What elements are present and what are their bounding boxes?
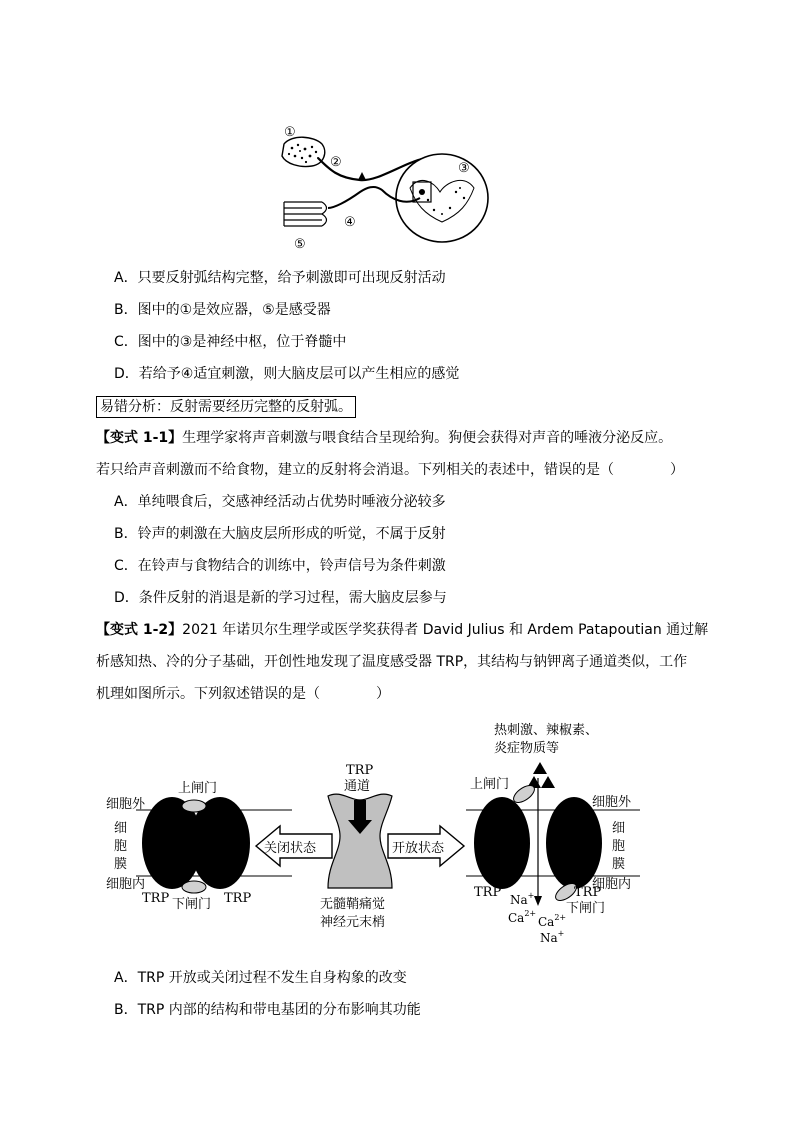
closed-upper-gate [182, 800, 206, 812]
right-outside-label: 细胞外 [592, 795, 632, 810]
open-lower-gate-label: 下闸门 [566, 901, 606, 916]
v2-option-b: B．TRP 内部的结构和带电基团的分布影响其功能 [114, 1002, 421, 1018]
variant-1-1-stem [96, 428, 672, 448]
closed-upper-gate-label: 上闸门 [178, 781, 218, 796]
v2-option-a: A．TRP 开放或关闭过程不发生自身构象的改变 [114, 970, 407, 986]
ion-ca-1: $Ca^{2+}$ [508, 909, 537, 925]
neuron-label-line2: 神经元末梢 [320, 915, 386, 930]
left-outside-label: 细胞外 [106, 797, 146, 812]
open-trp-label-left: TRP [474, 885, 502, 900]
right-membrane-3: 膜 [612, 857, 626, 872]
q1-option-b: B．图中的①是效应器，⑤是感受器 [114, 302, 331, 318]
closed-trp-label-left: TRP [142, 891, 170, 906]
right-membrane-1: 细 [612, 821, 626, 836]
spinal-cord [396, 154, 488, 242]
stimulus-line2: 炎症物质等 [494, 741, 560, 756]
v1-option-c: C．在铃声与食物结合的训练中，铃声信号为条件刺激 [114, 558, 446, 574]
variant-1-1-stem-line2: 若只给声音刺激而不给食物，建立的反射将会消退。下列相关的表述中，错误的是（ ） [96, 462, 684, 478]
v1-option-b: B．铃声的刺激在大脑皮层所形成的听觉，不属于反射 [114, 526, 446, 542]
left-membrane-3: 膜 [114, 857, 128, 872]
error-analysis: 易错分析：反射需要经历完整的反射弧。 [96, 396, 356, 418]
trp-channel-figure [96, 712, 696, 952]
right-inside-label: 细胞内 [592, 877, 632, 892]
skin-receptor [282, 137, 325, 166]
ion-na-2: Na+ [540, 929, 565, 945]
neuron-label-line1: 无髓鞘痛觉 [320, 897, 386, 912]
stimulus-triangles [527, 762, 555, 788]
muscle-effector [284, 202, 327, 226]
label-1: ① [284, 125, 296, 140]
label-5: ⑤ [294, 237, 306, 252]
left-inside-label: 细胞内 [106, 877, 146, 892]
channel-label: 通道 [344, 779, 371, 794]
closed-state-label: 关闭状态 [264, 841, 317, 856]
right-membrane-2: 胞 [612, 839, 626, 854]
variant-1-1-tag: 【变式 1-1】 [96, 430, 183, 446]
v1-option-a: A．单纯喂食后，交感神经活动占优势时唾液分泌较多 [114, 494, 446, 510]
closed-trp-label-right: TRP [224, 891, 252, 906]
open-trp-label-right: TRP [574, 885, 602, 900]
label-2: ② [330, 155, 342, 170]
label-4: ④ [344, 215, 356, 230]
left-membrane-1: 细 [114, 821, 128, 836]
variant-1-2-stem [96, 620, 708, 640]
open-trp-left-subunit [474, 797, 530, 889]
variant-1-2-tag: 【变式 1-2】 [96, 622, 183, 638]
closed-lower-gate-label: 下闸门 [172, 897, 212, 912]
q1-option-c: C．图中的③是神经中枢，位于脊髓中 [114, 334, 347, 350]
left-membrane-2: 胞 [114, 839, 128, 854]
reflex-arc-figure [270, 118, 500, 258]
variant-1-1-stem-line1: 生理学家将声音刺激与喂食结合呈现给狗。狗便会获得对声音的唾液分泌反应。 [182, 430, 673, 446]
q1-option-d: D．若给予④适宜刺激，则大脑皮层可以产生相应的感觉 [114, 366, 460, 382]
open-state-label: 开放状态 [392, 841, 445, 856]
v1-option-d: D．条件反射的消退是新的学习过程，需大脑皮层参与 [114, 590, 447, 606]
open-trp-right-subunit [546, 797, 602, 889]
variant-1-2-stem-line1: 2021 年诺贝尔生理学或医学奖获得者 David Julius 和 Ardem Patapoutian 通过解 [182, 622, 709, 638]
ion-ca-2: $Ca^{2+}$ [538, 913, 567, 929]
variant-1-2-stem-line2: 析感知热、冷的分子基础，开创性地发现了温度感受器 TRP，其结构与钠钾离子通道类似，工作 [96, 654, 688, 670]
trp-center-label: TRP [346, 763, 374, 778]
q1-option-a: A．只要反射弧结构完整，给予刺激即可出现反射活动 [114, 270, 446, 286]
label-3: ③ [458, 161, 470, 176]
ion-na-1: Na+ [510, 891, 535, 907]
variant-1-2-stem-line3: 机理如图所示。下列叙述错误的是（ ） [96, 686, 390, 702]
open-upper-gate-label: 上闸门 [470, 777, 510, 792]
closed-lower-gate [182, 881, 206, 893]
stimulus-line1: 热刺激、辣椒素、 [494, 723, 599, 738]
